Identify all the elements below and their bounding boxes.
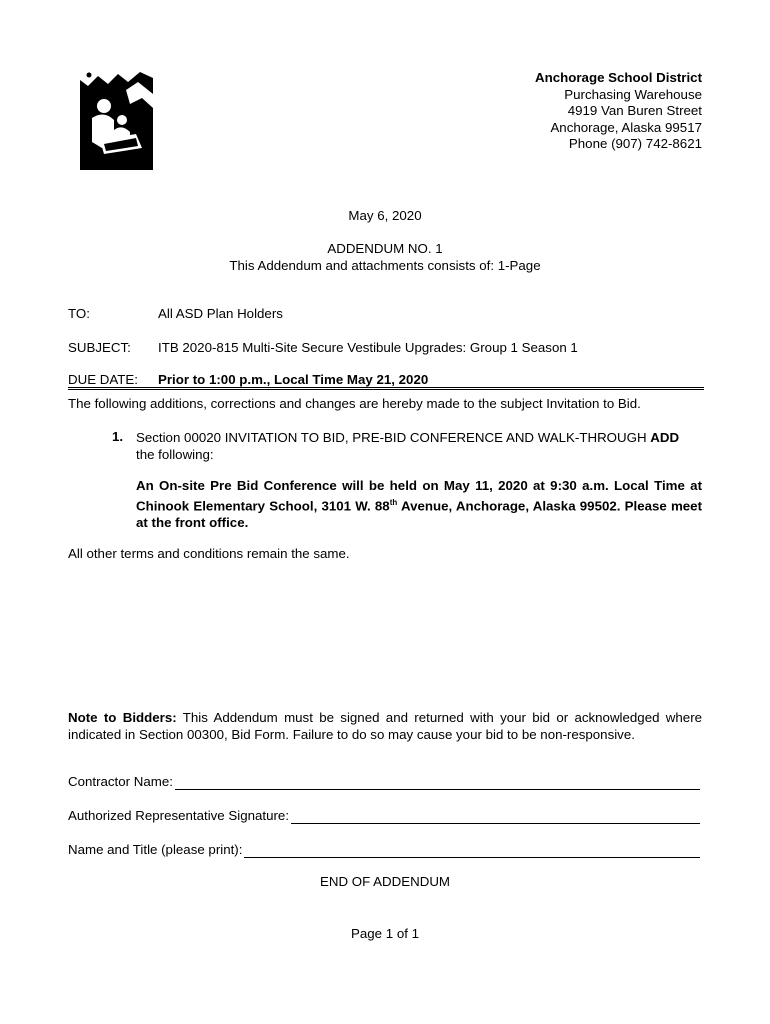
signature-label: Authorized Representative Signature: — [68, 808, 290, 823]
note-label: Note to Bidders: — [68, 710, 177, 725]
item-1 — [136, 429, 706, 463]
subject-row — [68, 339, 578, 356]
due-date-value: Prior to 1:00 p.m., Local Time May 21, 2020 — [158, 372, 429, 387]
header-rule — [68, 387, 704, 390]
due-date-label: DUE DATE: — [68, 372, 138, 387]
to-label: TO: — [68, 306, 90, 321]
district-logo — [80, 68, 153, 170]
page-number: Page 1 of 1 — [350, 926, 420, 941]
district-address — [535, 70, 702, 153]
to-value: All ASD Plan Holders — [158, 306, 283, 321]
item-1-action: ADD — [650, 430, 680, 445]
city-state-zip: Anchorage, Alaska 99517 — [550, 119, 702, 135]
item-1-detail — [136, 477, 702, 531]
other-terms: All other terms and conditions remain the same. — [68, 546, 350, 561]
contractor-name-label: Contractor Name: — [68, 774, 173, 789]
item-1-text: Section 00020 INVITATION TO BID, PRE-BID CONFERENCE AND WALK-THROUGH — [136, 430, 647, 445]
dept-name: Purchasing Warehouse — [564, 86, 702, 102]
note-to-bidders — [68, 709, 702, 743]
to-row — [68, 305, 283, 322]
contractor-name-line[interactable] — [175, 776, 700, 790]
addendum-pages: This Addendum and attachments consists of: 1-Page — [229, 258, 541, 273]
item-number: 1. — [112, 429, 124, 444]
due-date-row — [68, 371, 428, 388]
intro-text: The following additions, corrections and changes are hereby made to the subject Invitation to Bid. — [68, 396, 641, 411]
item-1-detail-sup: th — [389, 498, 398, 507]
signature-field[interactable] — [68, 807, 700, 824]
name-title-line[interactable] — [244, 844, 700, 858]
name-title-field[interactable] — [68, 841, 700, 858]
contractor-name-field[interactable] — [68, 773, 700, 790]
addendum-title: ADDENDUM NO. 1 — [327, 241, 443, 256]
signature-line[interactable] — [291, 810, 700, 824]
phone-number: Phone (907) 742-8621 — [568, 136, 702, 151]
item-1-detail-b: Avenue, Anchorage, Alaska 99502. Please meet at the front office. — [136, 498, 703, 531]
item-1-detail-a: An On-site Pre Bid Conference will be held on May 11, 2020 at 9:30 a.m. Local Time at Chinook Elementary School, 3101 W. 88 — [136, 478, 702, 514]
org-name: Anchorage School District — [535, 70, 702, 85]
name-title-label: Name and Title (please print): — [68, 842, 243, 857]
subject-value: ITB 2020-815 Multi-Site Secure Vestibule Upgrades: Group 1 Season 1 — [158, 340, 578, 355]
note-text: This Addendum must be signed and returned with your bid or acknowledged where indicated in Section 00300, Bid Form. Failure to do so may cause your bid to be non-responsive. — [68, 710, 703, 742]
end-of-addendum: END OF ADDENDUM — [319, 874, 451, 889]
subject-label: SUBJECT: — [68, 340, 131, 355]
item-1-tail: the following: — [136, 447, 214, 462]
street-address: 4919 Van Buren Street — [567, 103, 702, 118]
document-date: May 6, 2020 — [348, 208, 422, 223]
